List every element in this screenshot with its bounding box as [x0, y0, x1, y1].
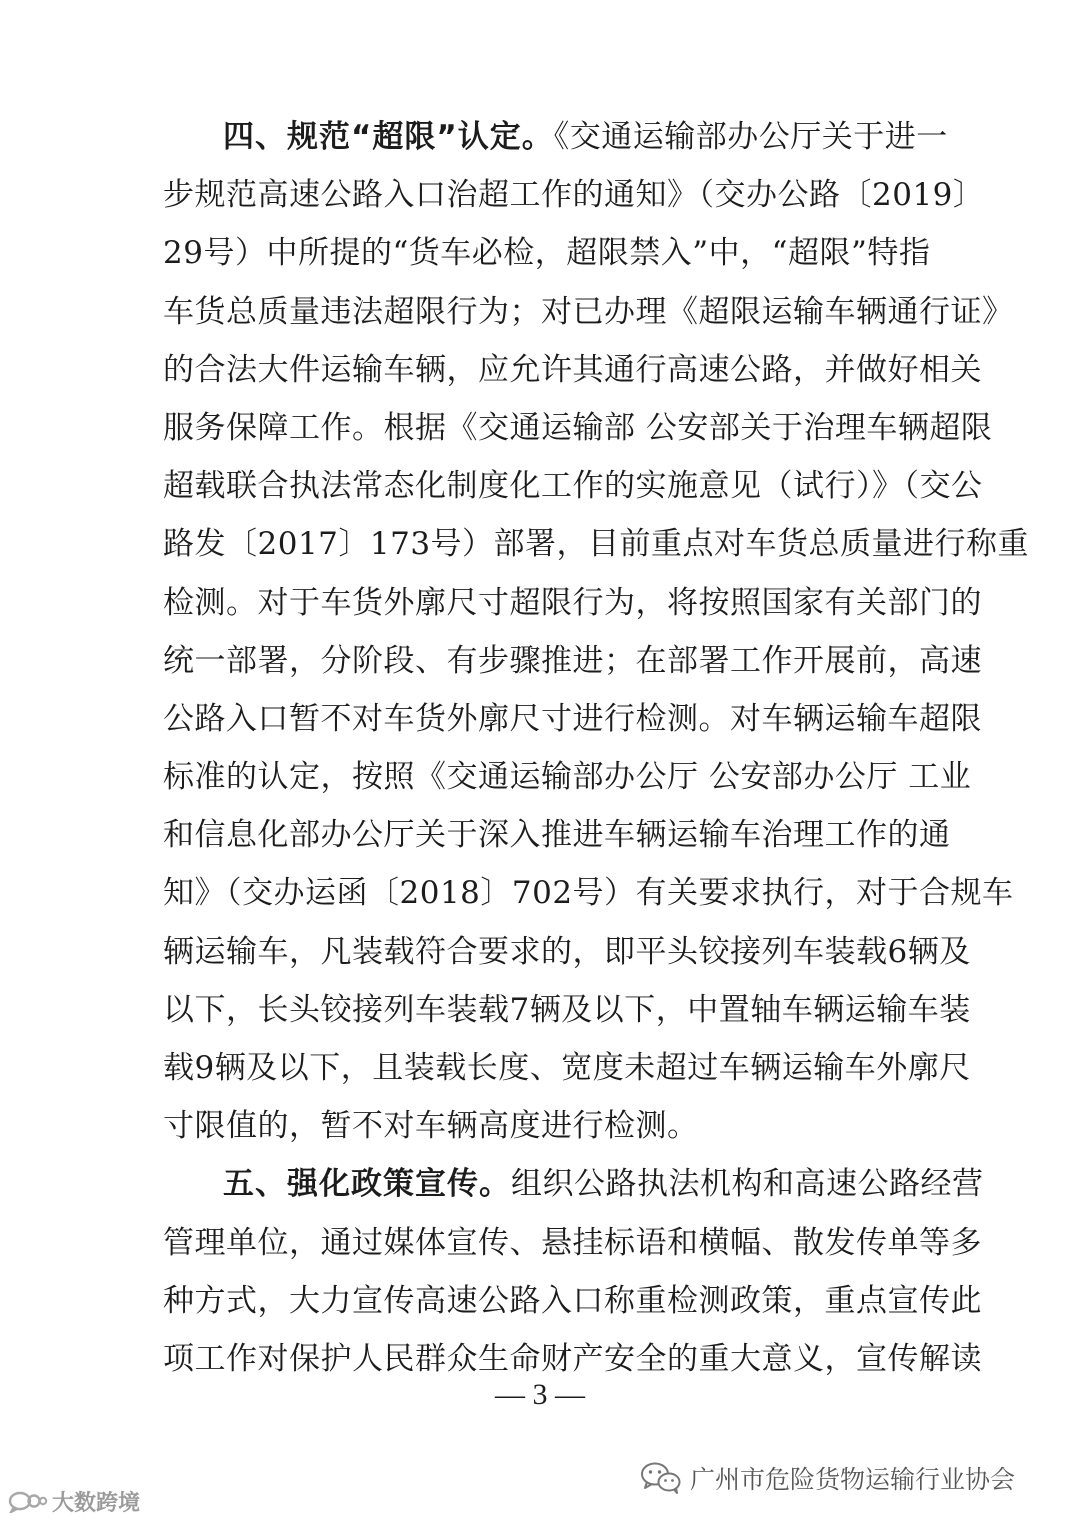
body-text: 《交通运输部办公厅关于进一 [553, 119, 948, 155]
paragraph-line: 公路入口暂不对车货外廓尺寸进行检测。对车辆运输车超限 [163, 700, 982, 737]
paragraph-line: 知》（交办运函〔2018〕702号）有关要求执行，对于合规车 [163, 875, 1014, 912]
paragraph-line: 车货总质量违法超限行为；对已办理《超限运输车辆通行证》 [163, 293, 1014, 330]
paragraph-line: 寸限值的，暂不对车辆高度进行检测。 [163, 1108, 699, 1145]
paragraph-line [163, 1155, 984, 1213]
paragraph-line: 管理单位，通过媒体宣传、悬挂标语和横幅、散发传单等多 [163, 1224, 982, 1261]
paragraph-line: 和信息化部办公厅关于深入推进车辆运输车治理工作的通 [163, 817, 951, 854]
document-body [163, 108, 1030, 1388]
paragraph-line: 种方式，大力宣传高速公路入口称重检测政策，重点宣传此 [163, 1282, 982, 1319]
brand-name: 广州市危险货物运输行业协会 [690, 1465, 1016, 1494]
paragraph-line: 服务保障工作。根据《交通运输部 公安部关于治理车辆超限 [163, 409, 993, 446]
paragraph-line: 辆运输车，凡装载符合要求的，即平头铰接列车装载6辆及 [163, 933, 971, 970]
paragraph-line: 以下，长头铰接列车装载7辆及以下，中置轴车辆运输车装 [163, 991, 971, 1028]
paragraph-line: 超载联合执法常态化制度化工作的实施意见（试行）》（交公 [163, 468, 983, 505]
paragraph-line: 载9辆及以下，且装载长度、宽度未超过车辆运输车外廓尺 [163, 1050, 971, 1086]
paragraph-line: 步规范高速公路入口治超工作的通知》（交办公路〔2019〕 [163, 177, 985, 214]
footer-brand [640, 1458, 1015, 1498]
paragraph-line [163, 108, 948, 166]
page-number: — 3 — [495, 1378, 585, 1411]
section-heading: 四、规范“超限”认定。 [223, 119, 554, 155]
paragraph-line: 29号）中所提的“货车必检，超限禁入”中，“超限”特指 [163, 235, 931, 272]
paragraph-line: 统一部署，分阶段、有步骤推进；在部署工作开展前，高速 [163, 642, 982, 679]
chat-bubble-icon [8, 1489, 48, 1513]
paragraph-line: 的合法大件运输车辆，应允许其通行高速公路，并做好相关 [163, 351, 982, 388]
watermark-text: 大数跨境 [52, 1490, 141, 1516]
paragraph-line: 检测。对于车货外廓尺寸超限行为，将按照国家有关部门的 [163, 584, 982, 621]
paragraph-line: 项工作对保护人民群众生命财产安全的重大意义，宣传解读 [163, 1340, 982, 1377]
section-heading: 五、强化政策宣传。 [223, 1166, 511, 1203]
watermark [8, 1484, 140, 1518]
wechat-icon [640, 1461, 682, 1495]
paragraph-line: 标准的认定，按照《交通运输部办公厅 公安部办公厅 工业 [163, 759, 972, 796]
body-text: 组织公路执法机构和高速公路经营 [511, 1166, 984, 1203]
paragraph-line: 路发〔2017〕173号）部署，目前重点对车货总质量进行称重 [163, 526, 1030, 563]
